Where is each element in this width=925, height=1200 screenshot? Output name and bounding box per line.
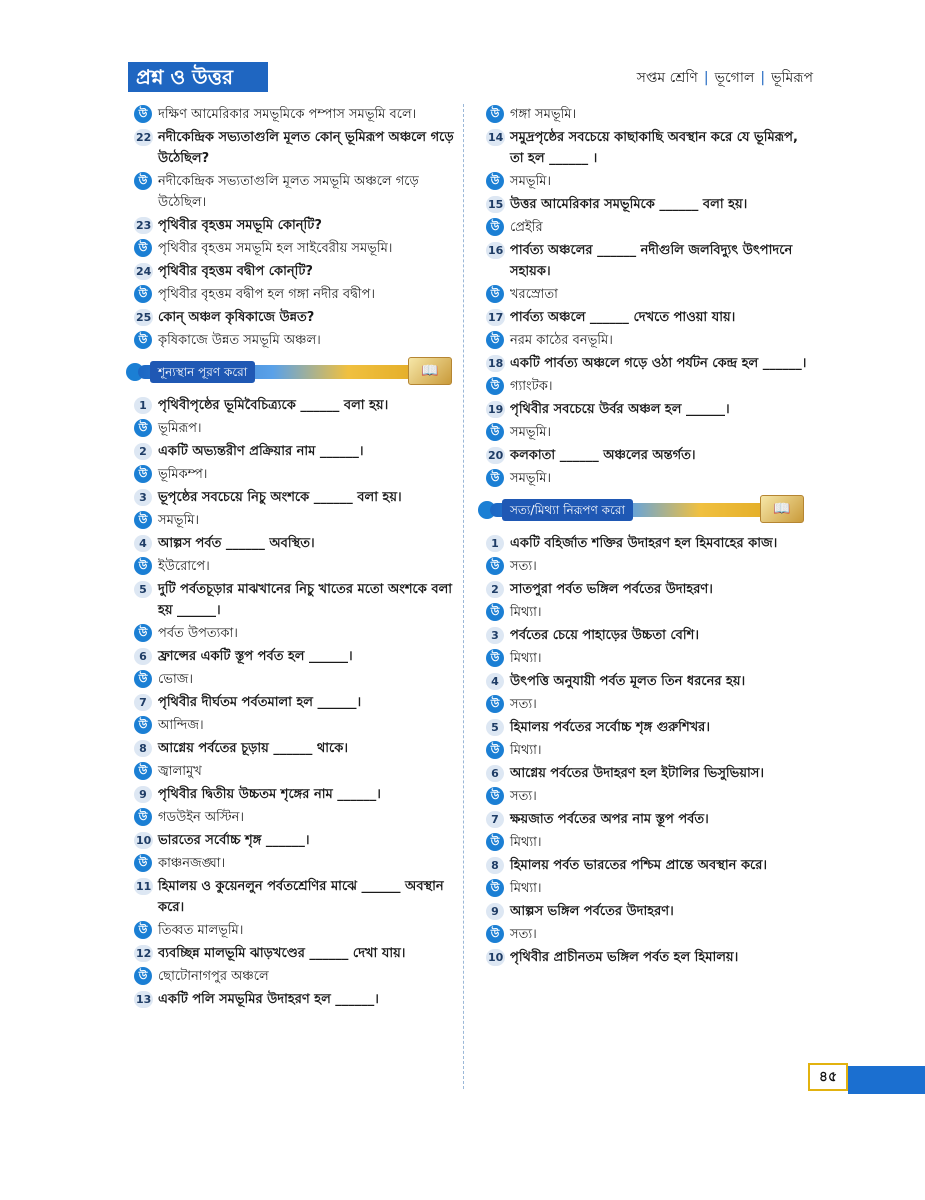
answer-icon: উ bbox=[134, 285, 152, 303]
question-text: পৃথিবীর প্রাচীনতম ভঙ্গিল পর্বত হল হিমালয়। bbox=[510, 950, 739, 965]
answer-item bbox=[134, 284, 462, 305]
answer-icon: উ bbox=[134, 762, 152, 780]
answer-icon: উ bbox=[134, 854, 152, 872]
question-item bbox=[134, 127, 462, 169]
question-text: আল্পস ভঙ্গিল পর্বতের উদাহরণ। bbox=[510, 904, 674, 919]
question-text: উৎপত্তি অনুযায়ী পর্বত মূলত তিন ধরনের হয়। bbox=[510, 674, 746, 689]
question-text: ক্ষয়জাত পর্বতের অপর নাম স্তূপ পর্বত। bbox=[510, 812, 709, 827]
question-number: 12 bbox=[136, 947, 152, 960]
answer-icon: উ bbox=[134, 331, 152, 349]
question-text: পৃথিবীর বৃহত্তম সমভূমি কোন্‌টি? bbox=[158, 218, 322, 233]
answer-item bbox=[486, 694, 814, 715]
answer-text: সমভূমি। bbox=[510, 174, 552, 189]
answer-icon: উ bbox=[134, 921, 152, 939]
answer-item bbox=[134, 623, 462, 644]
question-number: 5 bbox=[134, 581, 152, 598]
question-item bbox=[134, 261, 462, 282]
answer-text: সমভূমি। bbox=[510, 471, 552, 486]
answer-item bbox=[134, 171, 462, 213]
answer-item bbox=[134, 464, 462, 485]
question-number: 7 bbox=[486, 811, 504, 828]
answer-item bbox=[486, 284, 814, 305]
question-item bbox=[486, 445, 814, 466]
answer-icon: উ bbox=[134, 808, 152, 826]
question-item bbox=[134, 738, 462, 759]
question-text: আগ্নেয় পর্বতের উদাহরণ হল ইটালির ভিসুভিয়াস। bbox=[510, 766, 764, 781]
question-text: পর্বতের চেয়ে পাহাড়ের উচ্চতা বেশি। bbox=[510, 628, 699, 643]
answer-icon: উ bbox=[486, 423, 504, 441]
subject-label: ভূগোল bbox=[714, 70, 755, 86]
answer-text: সমভূমি। bbox=[158, 513, 200, 528]
left-top-list bbox=[134, 104, 462, 351]
question-item bbox=[134, 989, 462, 1010]
question-item bbox=[486, 625, 814, 646]
question-number: 20 bbox=[488, 449, 504, 462]
question-text: পার্বত্য অঞ্চলে ______ দেখতে পাওয়া যায়। bbox=[510, 310, 736, 325]
answer-text: মিথ্যা। bbox=[510, 605, 542, 620]
answer-text: নদীকেন্দ্রিক সভ্যতাগুলি মূলত সমভূমি অঞ্চলে গড়ে উঠেছিল। bbox=[158, 174, 419, 210]
question-text: ফ্রান্সের একটি স্তূপ পর্বত হল ______। bbox=[158, 649, 353, 664]
question-number: 1 bbox=[486, 535, 504, 552]
question-item bbox=[134, 487, 462, 508]
answer-text: কৃষিকাজে উন্নত সমভূমি অঞ্চল। bbox=[158, 333, 321, 348]
question-item bbox=[486, 855, 814, 876]
question-text: হিমালয় পর্বতের সর্বোচ্চ শৃঙ্গ গুরুশিখর। bbox=[510, 720, 710, 735]
question-text: কোন্ অঞ্চল কৃষিকাজে উন্নত? bbox=[158, 310, 315, 325]
question-item bbox=[134, 441, 462, 462]
answer-icon: উ bbox=[486, 833, 504, 851]
answer-icon: উ bbox=[486, 925, 504, 943]
answer-item bbox=[486, 924, 814, 945]
answer-icon: উ bbox=[486, 331, 504, 349]
question-text: একটি পলি সমভূমির উদাহরণ হল ______। bbox=[158, 992, 379, 1007]
answer-item bbox=[134, 807, 462, 828]
question-number: 8 bbox=[486, 857, 504, 874]
fill-items-list bbox=[134, 395, 462, 1010]
question-number: 8 bbox=[134, 740, 152, 757]
question-item bbox=[486, 901, 814, 922]
question-text: আগ্নেয় পর্বতের চূড়ায় ______ থাকে। bbox=[158, 741, 349, 756]
question-text: হিমালয় ও কুয়েনলুন পর্বতশ্রেণির মাঝে ______ অবস্থান করে। bbox=[158, 879, 444, 915]
answer-icon: উ bbox=[134, 716, 152, 734]
question-number: 23 bbox=[136, 219, 152, 232]
answer-item bbox=[134, 669, 462, 690]
question-item bbox=[134, 215, 462, 236]
question-item bbox=[486, 127, 814, 169]
fill-section-header bbox=[126, 357, 462, 387]
question-item bbox=[486, 717, 814, 738]
question-text: আল্পস পর্বত ______ অবস্থিত। bbox=[158, 536, 315, 551]
question-text: পৃথিবীর দ্বিতীয় উচ্চতম শৃঙ্গের নাম ______। bbox=[158, 787, 381, 802]
answer-icon: উ bbox=[486, 695, 504, 713]
question-number: 19 bbox=[488, 403, 504, 416]
question-number: 10 bbox=[136, 834, 152, 847]
right-column bbox=[486, 104, 814, 970]
tf-items-list bbox=[486, 533, 814, 968]
question-item bbox=[134, 876, 462, 918]
answer-icon: উ bbox=[134, 670, 152, 688]
answer-item bbox=[486, 171, 814, 192]
answer-icon: উ bbox=[134, 105, 152, 123]
answer-icon: উ bbox=[486, 285, 504, 303]
question-number: 7 bbox=[134, 694, 152, 711]
question-number: 24 bbox=[136, 265, 152, 278]
question-text: পৃথিবীর বৃহত্তম বদ্বীপ কোন্‌টি? bbox=[158, 264, 313, 279]
question-number: 22 bbox=[136, 131, 152, 144]
answer-item bbox=[134, 556, 462, 577]
fill-section-title: শূন্যস্থান পূরণ করো bbox=[150, 361, 255, 383]
question-number: 3 bbox=[486, 627, 504, 644]
question-item bbox=[486, 194, 814, 215]
breadcrumb-separator: | bbox=[760, 70, 766, 86]
tf-section-header bbox=[478, 495, 814, 525]
answer-icon: উ bbox=[486, 469, 504, 487]
question-item bbox=[486, 533, 814, 554]
answer-icon: উ bbox=[134, 967, 152, 985]
answer-text: সমভূমি। bbox=[510, 425, 552, 440]
answer-item bbox=[486, 376, 814, 397]
answer-icon: উ bbox=[486, 741, 504, 759]
answer-icon: উ bbox=[486, 603, 504, 621]
question-text: একটি পার্বত্য অঞ্চলে গড়ে ওঠা পর্যটন কেন্দ্র হল ______। bbox=[510, 356, 807, 371]
answer-text: কাঞ্চনজঙ্ঘা। bbox=[158, 856, 226, 871]
answer-text: সত্য। bbox=[510, 927, 537, 942]
answer-icon: উ bbox=[486, 105, 504, 123]
answer-text: গঙ্গা সমভূমি। bbox=[510, 107, 577, 122]
answer-icon: উ bbox=[134, 239, 152, 257]
answer-item bbox=[486, 104, 814, 125]
question-number: 3 bbox=[134, 489, 152, 506]
question-text: সমুদ্রপৃষ্ঠের সবচেয়ে কাছাকাছি অবস্থান করে যে ভূমিরূপ, তা হল ______ । bbox=[510, 130, 798, 166]
answer-icon: উ bbox=[486, 787, 504, 805]
answer-text: ভূমিরূপ। bbox=[158, 421, 202, 436]
answer-text: মিথ্যা। bbox=[510, 835, 542, 850]
question-text: ভূপৃষ্ঠের সবচেয়ে নিচু অংশকে ______ বলা হয়। bbox=[158, 490, 402, 505]
question-text: নদীকেন্দ্রিক সভ্যতাগুলি মূলত কোন্ ভূমিরূপ অঞ্চলে গড়ে উঠেছিল? bbox=[158, 130, 454, 166]
answer-text: খরস্রোতা bbox=[510, 287, 558, 302]
question-number: 6 bbox=[134, 648, 152, 665]
answer-icon: উ bbox=[486, 557, 504, 575]
question-item bbox=[486, 240, 814, 282]
question-item bbox=[486, 307, 814, 328]
answer-item bbox=[134, 104, 462, 125]
page-number: ৪৫ bbox=[808, 1063, 848, 1091]
answer-text: সত্য। bbox=[510, 789, 537, 804]
question-number: 9 bbox=[486, 903, 504, 920]
left-column bbox=[134, 104, 462, 1012]
answer-item bbox=[486, 602, 814, 623]
question-item bbox=[134, 307, 462, 328]
right-top-list bbox=[486, 104, 814, 489]
question-item bbox=[486, 671, 814, 692]
answer-text: দক্ষিণ আমেরিকার সমভূমিকে পম্পাস সমভূমি বলে। bbox=[158, 107, 417, 122]
question-number: 14 bbox=[488, 131, 504, 144]
answer-text: গ্যাংটক। bbox=[510, 379, 553, 394]
question-number: 6 bbox=[486, 765, 504, 782]
answer-item bbox=[486, 832, 814, 853]
answer-text: সত্য। bbox=[510, 697, 537, 712]
column-divider bbox=[463, 104, 464, 1089]
answer-item bbox=[486, 330, 814, 351]
answer-icon: উ bbox=[134, 557, 152, 575]
answer-item bbox=[134, 330, 462, 351]
question-text: পৃথিবীর সবচেয়ে উর্বর অঞ্চল হল ______। bbox=[510, 402, 730, 417]
answer-icon: উ bbox=[486, 879, 504, 897]
question-number: 17 bbox=[488, 311, 504, 324]
answer-item bbox=[134, 715, 462, 736]
question-item bbox=[134, 646, 462, 667]
answer-text: ছোটোনাগপুর অঞ্চলে bbox=[158, 969, 269, 984]
answer-item bbox=[134, 920, 462, 941]
answer-text: ভোজ। bbox=[158, 672, 194, 687]
question-item bbox=[134, 395, 462, 416]
question-item bbox=[134, 533, 462, 554]
question-text: ভারতের সর্বোচ্চ শৃঙ্গ ______। bbox=[158, 833, 310, 848]
answer-icon: উ bbox=[134, 465, 152, 483]
question-number: 16 bbox=[488, 244, 504, 257]
tf-section-title: সত্য/মিথ্যা নিরূপণ করো bbox=[502, 499, 633, 521]
answer-text: নরম কাঠের বনভূমি। bbox=[510, 333, 613, 348]
question-text: কলকাতা ______ অঞ্চলের অন্তর্গত। bbox=[510, 448, 696, 463]
question-number: 13 bbox=[136, 993, 152, 1006]
question-item bbox=[134, 830, 462, 851]
class-label: সপ্তম শ্রেণি bbox=[636, 70, 698, 86]
section-badge: প্রশ্ন ও উত্তর bbox=[128, 62, 268, 92]
answer-text: পর্বত উপত্যকা। bbox=[158, 626, 238, 641]
answer-text: পৃথিবীর বৃহত্তম বদ্বীপ হল গঙ্গা নদীর বদ্বীপ। bbox=[158, 287, 375, 302]
answer-icon: উ bbox=[134, 419, 152, 437]
question-text: হিমালয় পর্বত ভারতের পশ্চিম প্রান্তে অবস্থান করে। bbox=[510, 858, 768, 873]
question-item bbox=[134, 784, 462, 805]
breadcrumb-separator: | bbox=[703, 70, 709, 86]
answer-text: ভূমিকম্প। bbox=[158, 467, 208, 482]
answer-text: মিথ্যা। bbox=[510, 881, 542, 896]
answer-text: গডউইন অস্টিন। bbox=[158, 810, 245, 825]
answer-icon: উ bbox=[134, 172, 152, 190]
question-item bbox=[134, 692, 462, 713]
question-text: পৃথিবীর দীর্ঘতম পর্বতমালা হল ______। bbox=[158, 695, 362, 710]
answer-icon: উ bbox=[486, 649, 504, 667]
question-number: 1 bbox=[134, 397, 152, 414]
question-text: একটি অভ্যন্তরীণ প্রক্রিয়ার নাম ______। bbox=[158, 444, 364, 459]
answer-item bbox=[134, 761, 462, 782]
answer-text: মিথ্যা। bbox=[510, 651, 542, 666]
question-number: 5 bbox=[486, 719, 504, 736]
answer-item bbox=[486, 878, 814, 899]
answer-text: ইউরোপে। bbox=[158, 559, 210, 574]
answer-item bbox=[486, 468, 814, 489]
question-number: 4 bbox=[486, 673, 504, 690]
question-text: একটি বহির্জাত শক্তির উদাহরণ হল হিমবাহের কাজ। bbox=[510, 536, 778, 551]
question-number: 9 bbox=[134, 786, 152, 803]
answer-text: সত্য। bbox=[510, 559, 537, 574]
answer-icon: উ bbox=[134, 511, 152, 529]
question-item bbox=[486, 399, 814, 420]
answer-text: তিব্বত মালভূমি। bbox=[158, 923, 244, 938]
question-number: 18 bbox=[488, 357, 504, 370]
answer-item bbox=[486, 740, 814, 761]
answer-icon: উ bbox=[486, 172, 504, 190]
answer-text: আন্দিজ। bbox=[158, 718, 204, 733]
book-icon: 📖 bbox=[760, 495, 804, 523]
question-item bbox=[486, 763, 814, 784]
question-number: 2 bbox=[134, 443, 152, 460]
header-breadcrumb bbox=[637, 66, 813, 90]
question-item bbox=[486, 353, 814, 374]
answer-item bbox=[134, 853, 462, 874]
answer-text: প্রেইরি bbox=[510, 220, 543, 235]
answer-text: পৃথিবীর বৃহত্তম সমভূমি হল সাইবেরীয় সমভূমি। bbox=[158, 241, 393, 256]
answer-item bbox=[486, 786, 814, 807]
question-number: 25 bbox=[136, 311, 152, 324]
chapter-label: ভূমিরূপ bbox=[771, 70, 813, 86]
question-text: পার্বত্য অঞ্চলের ______ নদীগুলি জলবিদ্যুৎ উৎপাদনে সহায়ক। bbox=[510, 243, 793, 279]
question-text: দুটি পর্বতচূড়ার মাঝখানের নিচু খাতের মতো অংশকে বলা হয় ______। bbox=[158, 582, 453, 618]
answer-text: মিথ্যা। bbox=[510, 743, 542, 758]
answer-item bbox=[134, 966, 462, 987]
question-number: 4 bbox=[134, 535, 152, 552]
question-item bbox=[486, 809, 814, 830]
question-number: 15 bbox=[488, 198, 504, 211]
answer-icon: উ bbox=[486, 218, 504, 236]
question-item bbox=[134, 943, 462, 964]
page-strip bbox=[848, 1066, 925, 1094]
question-item bbox=[134, 579, 462, 621]
answer-text: জ্বালামুখ bbox=[158, 764, 202, 779]
question-number: 11 bbox=[136, 880, 152, 893]
answer-icon: উ bbox=[486, 377, 504, 395]
answer-item bbox=[486, 556, 814, 577]
question-text: সাতপুরা পর্বত ভঙ্গিল পর্বতের উদাহরণ। bbox=[510, 582, 713, 597]
answer-item bbox=[134, 510, 462, 531]
answer-item bbox=[486, 648, 814, 669]
question-number: 10 bbox=[488, 951, 504, 964]
answer-item bbox=[486, 217, 814, 238]
answer-icon: উ bbox=[134, 624, 152, 642]
question-text: ব্যবচ্ছিন্ন মালভূমি ঝাড়খণ্ডের ______ দেখা যায়। bbox=[158, 946, 406, 961]
book-icon: 📖 bbox=[408, 357, 452, 385]
answer-item bbox=[486, 422, 814, 443]
question-item bbox=[486, 579, 814, 600]
question-number: 2 bbox=[486, 581, 504, 598]
question-text: উত্তর আমেরিকার সমভূমিকে ______ বলা হয়। bbox=[510, 197, 748, 212]
answer-item bbox=[134, 418, 462, 439]
answer-item bbox=[134, 238, 462, 259]
question-text: পৃথিবীপৃষ্ঠের ভূমিবৈচিত্র্যকে ______ বলা হয়। bbox=[158, 398, 389, 413]
question-item bbox=[486, 947, 814, 968]
